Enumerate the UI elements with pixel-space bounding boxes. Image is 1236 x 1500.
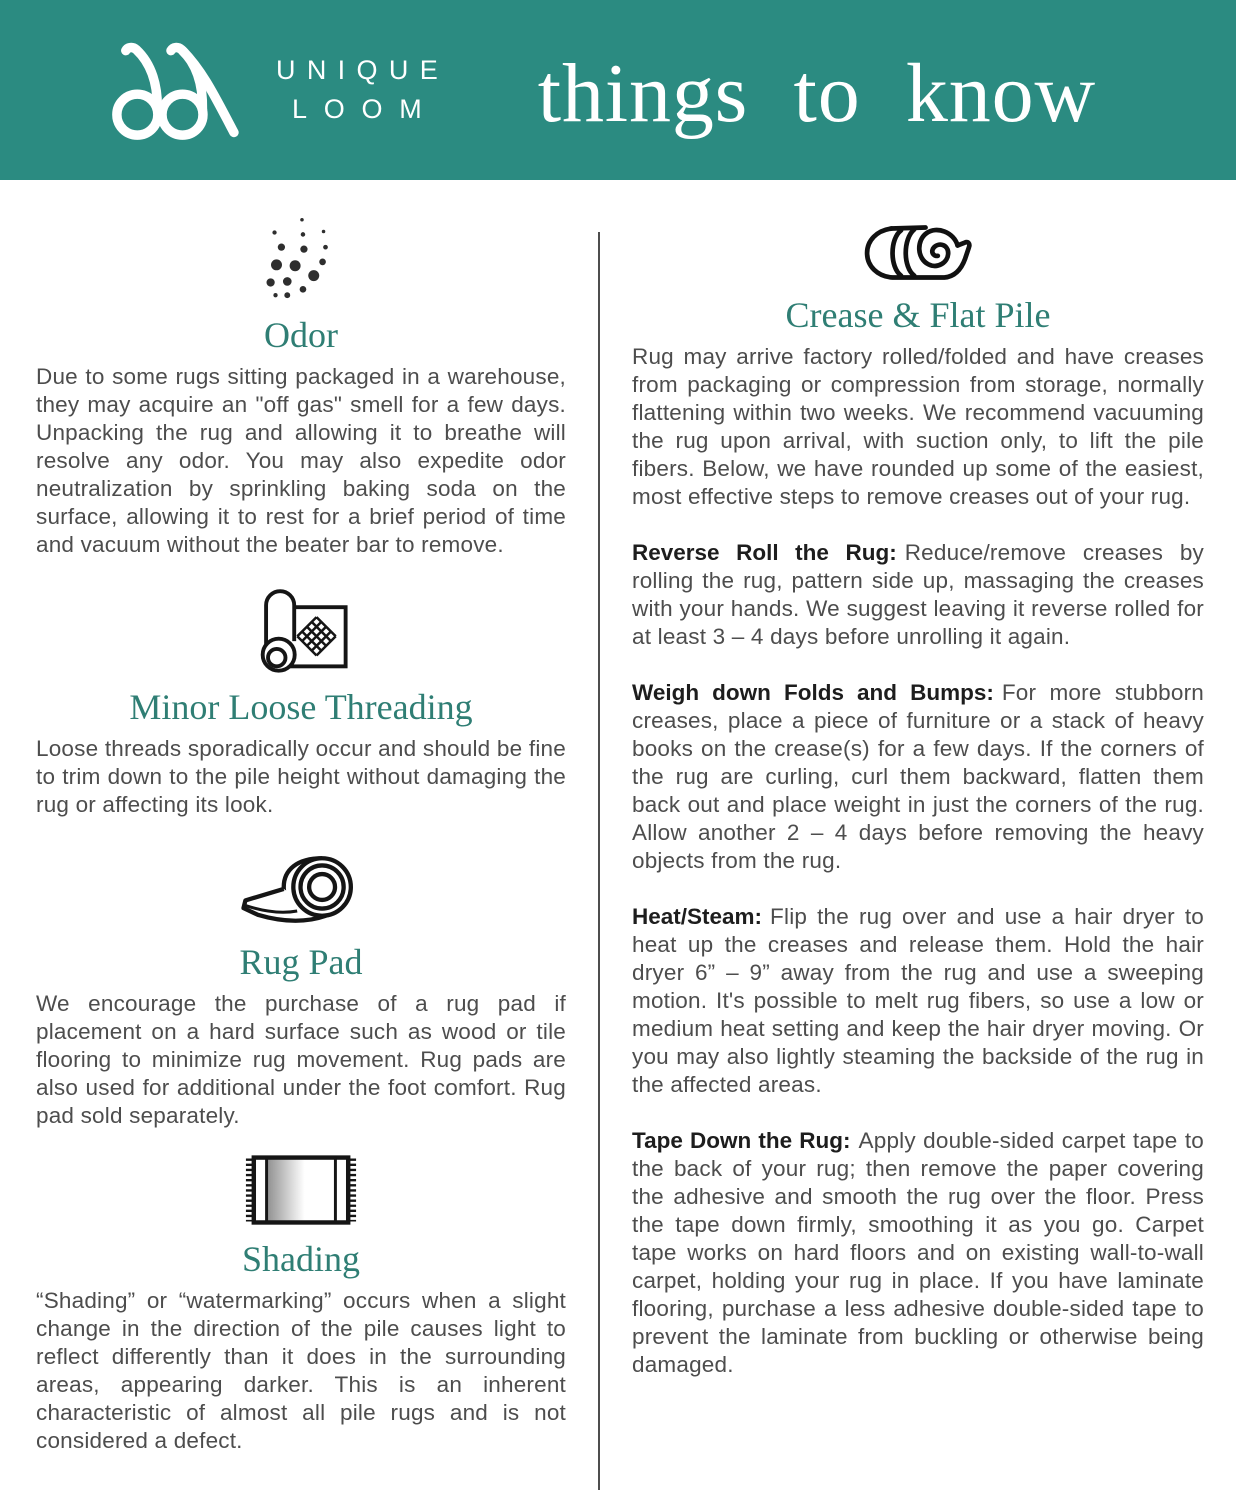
tip-label-heat-steam: Heat/Steam: — [632, 904, 763, 929]
section-shading — [36, 1152, 566, 1455]
section-title-threading: Minor Loose Threading — [129, 687, 473, 727]
header-banner — [0, 0, 1236, 180]
right-column — [632, 206, 1204, 1490]
tip-label-weigh-down: Weigh down Folds and Bumps: — [632, 680, 994, 705]
section-intro-crease: Rug may arrive factory rolled/folded and have creases from packaging or compression from storage, normally flattening within two weeks. We recommend vacuuming the rug upon arrival, with suction only, to lift the pile fibers. Below, we have rounded up some of the easiest, most effective steps to remove creases out of your rug. — [632, 344, 1204, 509]
section-title-shading: Shading — [241, 1239, 360, 1279]
odor-particles-icon — [252, 206, 350, 306]
section-body-shading: “Shading” or “watermarking” occurs when a slight change in the direction of the pile causes light to reflect differently than it does in the surrounding areas, appearing darker. This is an inherent characteristic of almost all pile rugs and is not considered a defect. — [36, 1288, 566, 1453]
content — [0, 180, 1236, 1490]
section-minor-loose-threading — [36, 581, 566, 819]
page-title: things to know — [537, 46, 1096, 140]
unique-loom-logo-icon — [105, 38, 260, 143]
section-title-odor: Odor — [264, 315, 338, 355]
tip-tape-down — [632, 1127, 1204, 1379]
brand — [105, 38, 450, 143]
section-rug-pad — [36, 841, 566, 1130]
column-divider — [598, 232, 600, 1490]
tip-weigh-down — [632, 679, 1204, 875]
section-title-rug-pad: Rug Pad — [239, 942, 363, 982]
section-body-threading: Loose threads sporadically occur and should be fine to trim down to the pile height without damaging the rug or affecting its look. — [36, 736, 566, 817]
tip-text-tape-down: Apply double-sided carpet tape to the back of your rug; then remove the paper covering the adhesive and smooth the rug over the floor. Press the tape down firmly, smoothing it as you go. Carpet tape works on hard floors and on existing wall-to-wall carpet, holding your rug in place. If you have laminate flooring, purchase a less adhesive double-sided tape to prevent the laminate from buckling or otherwise being damaged. — [632, 1128, 1204, 1377]
tip-label-tape-down: Tape Down the Rug: — [632, 1128, 851, 1153]
brand-line-loom: LOOM — [291, 94, 439, 124]
section-body-rug-pad: We encourage the purchase of a rug pad if placement on a hard surface such as wood or tile flooring to minimize rug movement. Rug pads are also used for additional under the foot comfort. Rug pad sold separately. — [36, 991, 566, 1128]
section-title-crease: Crease & Flat Pile — [785, 295, 1051, 335]
section-odor — [36, 206, 566, 559]
left-column — [36, 206, 566, 1490]
tip-text-weigh-down: For more stubborn creases, place a piece of furniture or a stack of heavy books on the crease(s) for a few days. If the corners of the rug are curling, curl them backward, flatten them back out and place weight in just the corners of the rug. Allow another 2 – 4 days before removing the heavy objects from the rug. — [632, 680, 1204, 873]
tip-label-reverse-roll: Reverse Roll the Rug: — [632, 540, 897, 565]
tip-reverse-roll — [632, 539, 1204, 651]
tip-text-heat-steam: Flip the rug over and use a hair dryer to heat up the creases and release them. Hold the hair dryer 6” – 9” away from the rug and use a sweeping motion. It's possible to melt rug fibers, so use a low or medium heat setting and keep the hair dryer moving. Or you may also lightly steaming the backside of the rug in the affected areas. — [632, 904, 1204, 1097]
brand-line-unique: UNIQUE — [276, 54, 450, 85]
brand-name — [276, 51, 450, 129]
unrolling-rug-icon — [246, 581, 356, 678]
tip-heat-steam — [632, 903, 1204, 1099]
section-crease-flat-pile — [632, 220, 1204, 1379]
rolled-rug-spiral-icon — [858, 220, 978, 286]
fringed-rug-icon — [242, 1152, 360, 1230]
rug-pad-roll-icon — [232, 841, 370, 933]
tip-text-reverse-roll: Reduce/remove creases by rolling the rug, pattern side up, massaging the creases with your hands. We suggest leaving it reverse rolled for at least 3 – 4 days before unrolling it again. — [632, 540, 1204, 649]
section-body-odor: Due to some rugs sitting packaged in a warehouse, they may acquire an "off gas" smell for a few days. Unpacking the rug and allowing it to breathe will resolve any odor. You may also expedite odor neutralization by sprinkling baking soda on the surface, allowing it to rest for a brief period of time and vacuum without the beater bar to remove. — [36, 364, 566, 557]
